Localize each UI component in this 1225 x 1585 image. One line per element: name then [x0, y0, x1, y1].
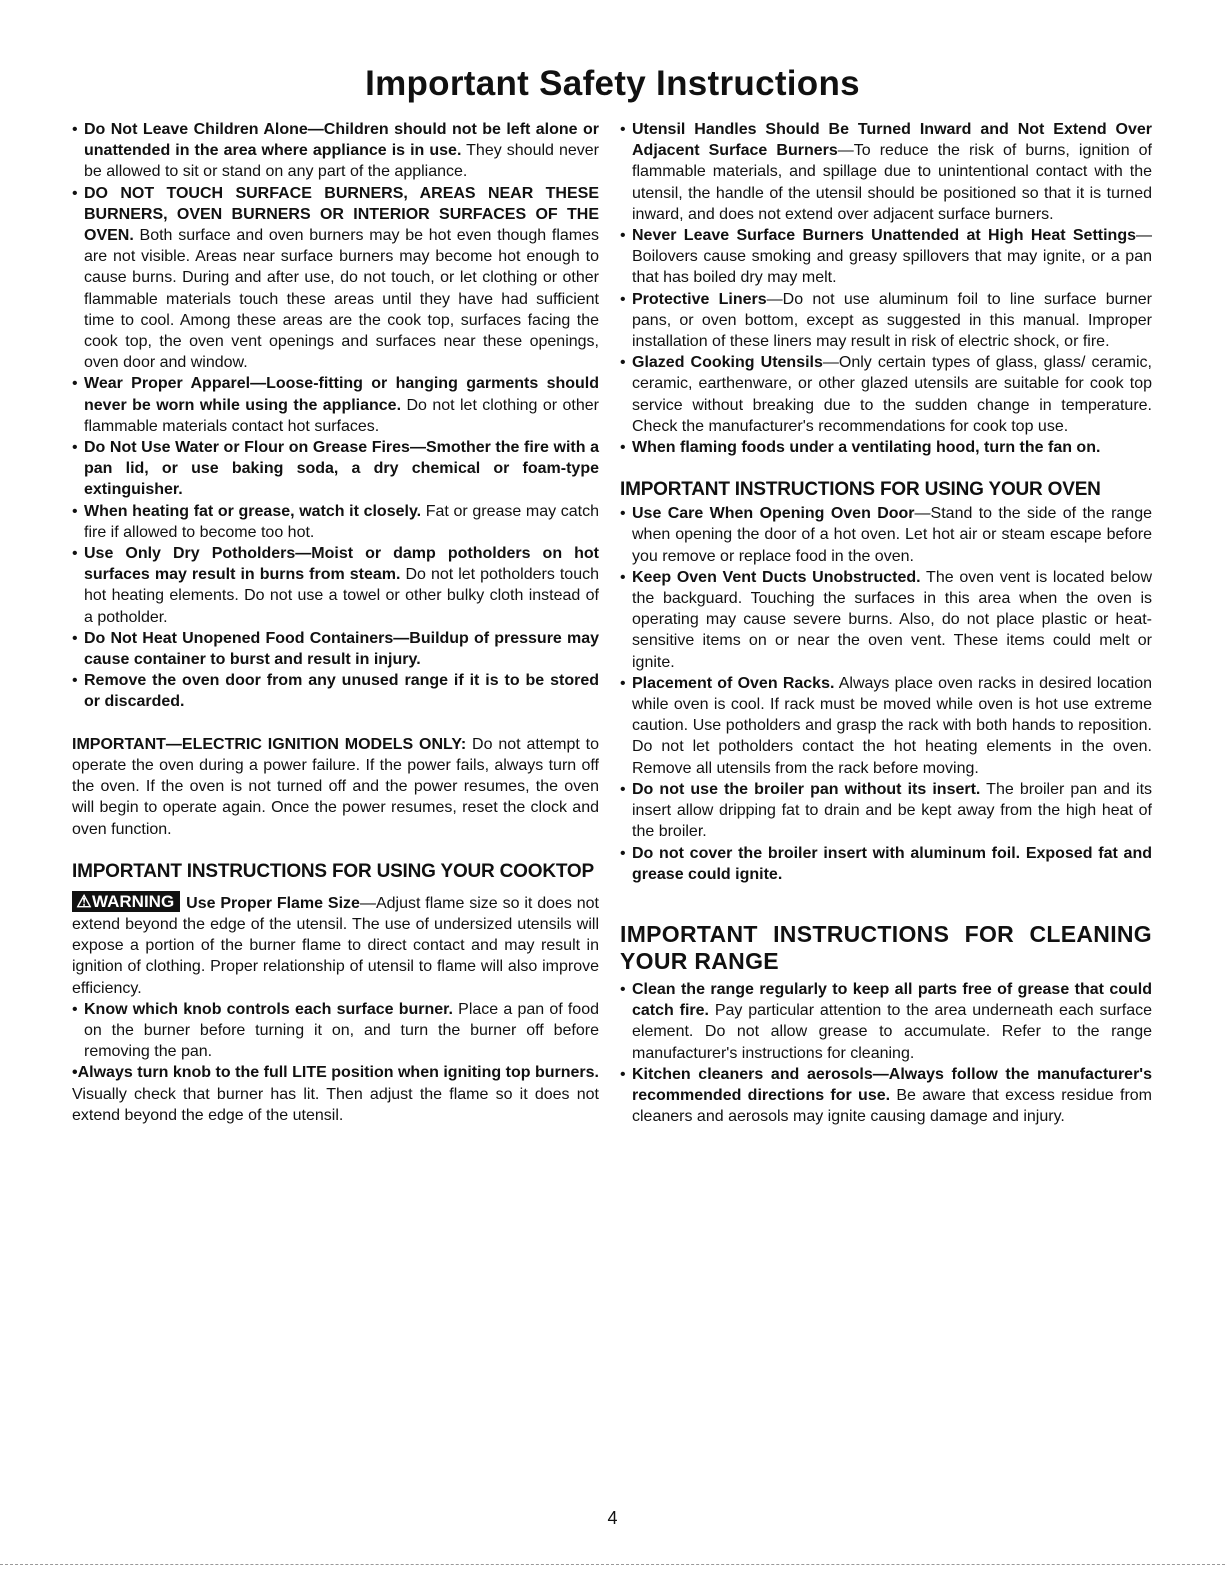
item-text: The broiler pan and its insert allow dripping fat to drain and be kept away from the high heat of the broiler. — [632, 780, 1153, 841]
item-text: Visually check that burner has lit. Then adjust the flame so it does not extend beyond the edge of the utensil. — [72, 1085, 599, 1124]
item-bold: Use Only Dry Potholders—Moist or damp potholders on hot surfaces may result in burns from steam. — [84, 545, 599, 584]
right-bullets-2 — [620, 503, 1152, 885]
list-item — [72, 543, 599, 628]
item-text: —Boilovers cause smoking and greasy spillovers that may ignite, or a pan that has boiled dry may melt. — [632, 227, 1152, 287]
warning-paragraph — [72, 891, 599, 999]
item-bold: Keep Oven Vent Ducts Unobstructed. — [632, 568, 921, 586]
item-bold: Do not use the broiler pan without its insert. — [632, 780, 981, 798]
item-bold: Clean the range regularly to keep all parts free of grease that could catch fire. — [632, 980, 1152, 1020]
warning-bold: Use Proper Flame Size — [186, 894, 360, 912]
warning-badge-label: WARNING — [92, 891, 175, 911]
item-bold: DO NOT TOUCH SURFACE BURNERS, AREAS NEAR THESE BURNERS, OVEN BURNERS OR INTERIOR SURFACES OF THE OVEN. — [84, 184, 599, 245]
list-item — [72, 1062, 599, 1126]
page-title: Important Safety Instructions — [365, 64, 860, 103]
item-text: —Stand to the side of the range when opening the door of a hot oven. Let hot air or steam escape before you remove or replace food in the oven. — [632, 505, 1152, 565]
item-bold: Glazed Cooking Utensils — [632, 354, 823, 372]
item-bold: Remove the oven door from any unused range if it is to be stored or discarded. — [84, 672, 599, 711]
list-item — [72, 501, 599, 543]
left-column — [72, 119, 599, 1126]
oven-heading: IMPORTANT INSTRUCTIONS FOR USING YOUR OVEN — [620, 479, 1101, 501]
item-bold: Know which knob controls each surface burner. — [84, 1000, 453, 1018]
list-item — [620, 119, 1152, 225]
right-bullets-3 — [620, 979, 1152, 1127]
list-item — [72, 183, 599, 374]
list-item — [620, 979, 1152, 1064]
item-text: Be aware that excess residue from cleaners and aerosols may ignite causing damage and injury. — [632, 1086, 1152, 1126]
list-item — [620, 437, 1152, 458]
item-bold: Do Not Leave Children Alone—Children should not be left alone or unattended in the area where appliance is in use. — [84, 121, 599, 160]
list-item — [72, 437, 599, 501]
warning-triangle-icon: ⚠ — [76, 891, 92, 911]
list-item — [620, 843, 1152, 885]
item-text: Do not let clothing or other flammable materials contact hot surfaces. — [84, 396, 599, 435]
list-item — [620, 289, 1152, 353]
list-item — [620, 1064, 1152, 1128]
warning-badge — [72, 891, 180, 912]
item-text: —Do not use aluminum foil to line surface burner pans, or oven bottom, except as suggested in this manual. Improper installation of these liners may result in risk of electric shock, or fire. — [632, 290, 1153, 351]
list-item — [72, 999, 599, 1063]
page-number: 4 — [607, 1508, 618, 1528]
list-item — [620, 673, 1152, 779]
item-bold: Placement of Oven Racks. — [632, 674, 835, 692]
list-item — [620, 779, 1152, 843]
left-bullets-2 — [72, 999, 599, 1126]
item-bold: Never Leave Surface Burners Unattended at High Heat Settings — [632, 227, 1136, 245]
list-item — [72, 670, 599, 712]
item-text: The oven vent is located below the backguard. Touching the surfaces in this area when the oven is operating may cause severe burns. Also, do not place plastic or heat-sensitive items on or near the oven vent. These items could melt or ignite. — [632, 568, 1153, 671]
right-column — [620, 119, 1152, 1127]
item-bold: Use Care When Opening Oven Door — [632, 505, 915, 523]
electric-ignition-note — [72, 734, 599, 840]
warning-text: —Adjust flame size so it does not extend beyond the edge of the utensil. The use of undersized utensils will expose a portion of the burner flame to direct contact and may result in ignition of clothing. Proper relationship of utensil to flame will also improve efficiency. — [72, 894, 599, 997]
cleaning-heading: IMPORTANT INSTRUCTIONS FOR CLEANING YOUR RANGE — [620, 920, 1152, 974]
item-bold: •Always turn knob to the full LITE position when igniting top burners. — [72, 1064, 599, 1082]
item-bold: When heating fat or grease, watch it closely. — [84, 502, 422, 520]
right-bullets-1 — [620, 119, 1152, 458]
item-text: Do not let potholders touch hot heating elements. Do not use a towel or other bulky cloth instead of a potholder. — [84, 566, 600, 626]
item-text: —Only certain types of glass, glass/ ceramic, ceramic, earthenware, or other glazed utensils are suitable for cook top service without breaking due to the sudden change in temperature. Check the manufacturer's recommendations for cook top use. — [632, 354, 1152, 435]
item-bold: Wear Proper Apparel—Loose-fitting or hanging garments should never be worn while using the appliance. — [84, 375, 599, 414]
note-text: Do not attempt to operate the oven during a power failure. If the power fails, always turn off the oven. If the oven is not turned off and the power resumes, the oven will begin to operate again. Once the power resumes, reset the clock and oven function. — [72, 735, 600, 838]
cooktop-heading: IMPORTANT INSTRUCTIONS FOR USING YOUR COOKTOP — [72, 860, 594, 882]
item-text: Pay particular attention to the area underneath each surface element. Do not allow grease to accumulate. Refer to the range manufacturer's instructions for cleaning. — [632, 1002, 1152, 1062]
bottom-divider — [0, 1564, 1225, 1565]
item-bold: When flaming foods under a ventilating hood, turn the fan on. — [632, 439, 1101, 457]
list-item — [620, 352, 1152, 437]
item-text: —To reduce the risk of burns, ignition of flammable materials, and spillage due to unintentional contact with the utensil, the handle of the utensil should be positioned so that it is turned inward, and does not extend over adjacent surface burners. — [632, 142, 1152, 223]
item-text: They should never be allowed to sit or stand on any part of the appliance. — [84, 142, 599, 181]
item-text: Always place oven racks in desired location while oven is cool. If rack must be moved while oven is hot use extreme caution. Use potholders and grasp the rack with both hands to reposition. Do not let potholders contact the hot heating elements in the oven. Remove all utensils from the rack before moving. — [632, 674, 1152, 777]
list-item — [72, 373, 599, 437]
list-item — [72, 628, 599, 670]
note-bold: IMPORTANT—ELECTRIC IGNITION MODELS ONLY: — [72, 735, 467, 753]
item-text: Both surface and oven burners may be hot even though flames are not visible. Areas near surface burners may become hot enough to cause burns. During and after use, do not touch, or let clothing or other flammable materials touch these areas until they have had sufficient time to cool. Among these areas are the cook top, surfaces facing the cook top, the oven vent openings and surfaces near these openings, oven door and window. — [84, 227, 599, 372]
item-text: Fat or grease may catch fire if allowed to become too hot. — [84, 502, 599, 541]
item-bold: Do Not Heat Unopened Food Containers—Buildup of pressure may cause container to burst and result in injury. — [84, 629, 599, 669]
item-bold: Do not cover the broiler insert with aluminum foil. Exposed fat and grease could ignite. — [632, 844, 1152, 883]
item-bold: Kitchen cleaners and aerosols—Always follow the manufacturer's recommended directions for use. — [632, 1065, 1152, 1104]
item-text: Place a pan of food on the burner before turning it on, and turn the burner off before removing the pan. — [84, 1000, 600, 1061]
list-item — [620, 503, 1152, 567]
list-item — [620, 567, 1152, 673]
list-item — [620, 225, 1152, 289]
item-bold: Utensil Handles Should Be Turned Inward and Not Extend Over Adjacent Surface Burners — [632, 121, 1152, 160]
list-item — [72, 119, 599, 183]
item-bold: Protective Liners — [632, 290, 767, 308]
left-bullets-1 — [72, 119, 599, 713]
item-bold: Do Not Use Water or Flour on Grease Fires—Smother the fire with a pan lid, or use baking soda, a dry chemical or foam-type extinguisher. — [84, 439, 599, 499]
